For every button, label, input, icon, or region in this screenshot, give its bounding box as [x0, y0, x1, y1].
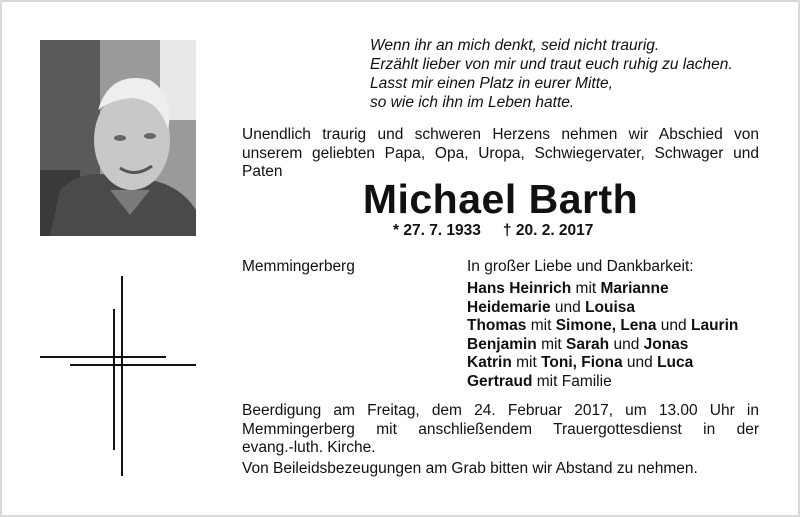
intro-text — [242, 126, 759, 182]
cross-icon — [40, 276, 200, 481]
family-connector: und — [656, 317, 691, 334]
family-member-name: Jonas — [643, 335, 689, 353]
family-member-name: Hans Heinrich — [467, 280, 572, 297]
family-member-name: Louisa — [585, 298, 636, 316]
family-member-name: Simone, Lena — [555, 317, 657, 334]
deceased-name: Michael Barth — [362, 176, 639, 222]
funeral-info — [242, 402, 759, 458]
family-line — [467, 299, 738, 318]
intro-line: unserem geliebten Papa, Opa, Uropa, Schwiegervater, Schwager und — [242, 144, 759, 162]
family-member-name: Gertraud — [467, 372, 533, 390]
poem-line: Lasst mir einen Platz in eurer Mitte, — [370, 75, 613, 92]
intro-line: Unendlich traurig und schweren Herzens nehmen wir Abschied von — [242, 126, 759, 143]
family-line — [467, 336, 738, 355]
family-connector: und — [622, 354, 658, 371]
family-connector: mit — [571, 280, 601, 297]
family-connector: mit Familie — [532, 372, 612, 390]
family-connector: mit — [511, 354, 542, 371]
family-member-name: Toni, Fiona — [541, 354, 623, 371]
family-member-name: Heidemarie — [467, 298, 551, 316]
family-line — [467, 280, 738, 299]
funeral-line: Memmingerberg mit anschließendem Trauergottesdienst in der — [242, 420, 759, 438]
condolence-note: Von Beileidsbezeugungen am Grab bitten wir Abstand zu nehmen. — [242, 460, 698, 477]
birth-date: * 27. 7. 1933 — [393, 222, 481, 239]
family-line — [467, 354, 738, 373]
family-member-name: Laurin — [690, 317, 739, 334]
family-member-name: Sarah — [566, 335, 610, 353]
family-connector: und — [550, 298, 586, 316]
place-name: Memmingerberg — [242, 258, 355, 275]
family-member-name: Katrin — [467, 354, 512, 371]
family-line — [467, 373, 738, 392]
intro-line: Paten — [242, 163, 283, 180]
portrait-photo — [40, 40, 196, 236]
family-connector: mit — [526, 317, 556, 334]
funeral-line: evang.-luth. Kirche. — [242, 439, 376, 456]
gratitude-text: In großer Liebe und Dankbarkeit: — [467, 258, 694, 275]
poem-line: so wie ich ihn im Leben hatte. — [370, 94, 575, 111]
poem-line: Erzählt lieber von mir und traut euch ruhig zu lachen. — [370, 56, 733, 73]
funeral-line: Beerdigung am Freitag, dem 24. Februar 2017, um 13.00 Uhr in — [242, 402, 759, 419]
poem — [370, 36, 733, 112]
death-date: † 20. 2. 2017 — [502, 222, 594, 239]
poem-line: Wenn ihr an mich denkt, seid nicht traurig. — [370, 37, 660, 54]
family-member-name: Benjamin — [467, 335, 537, 353]
family-connector: und — [609, 335, 644, 353]
family-connector: mit — [536, 335, 567, 353]
family-list — [467, 280, 738, 391]
life-dates — [393, 222, 615, 240]
family-member-name: Luca — [657, 354, 694, 371]
family-member-name: Thomas — [467, 317, 527, 334]
family-line — [467, 317, 738, 336]
family-member-name: Marianne — [600, 280, 669, 297]
